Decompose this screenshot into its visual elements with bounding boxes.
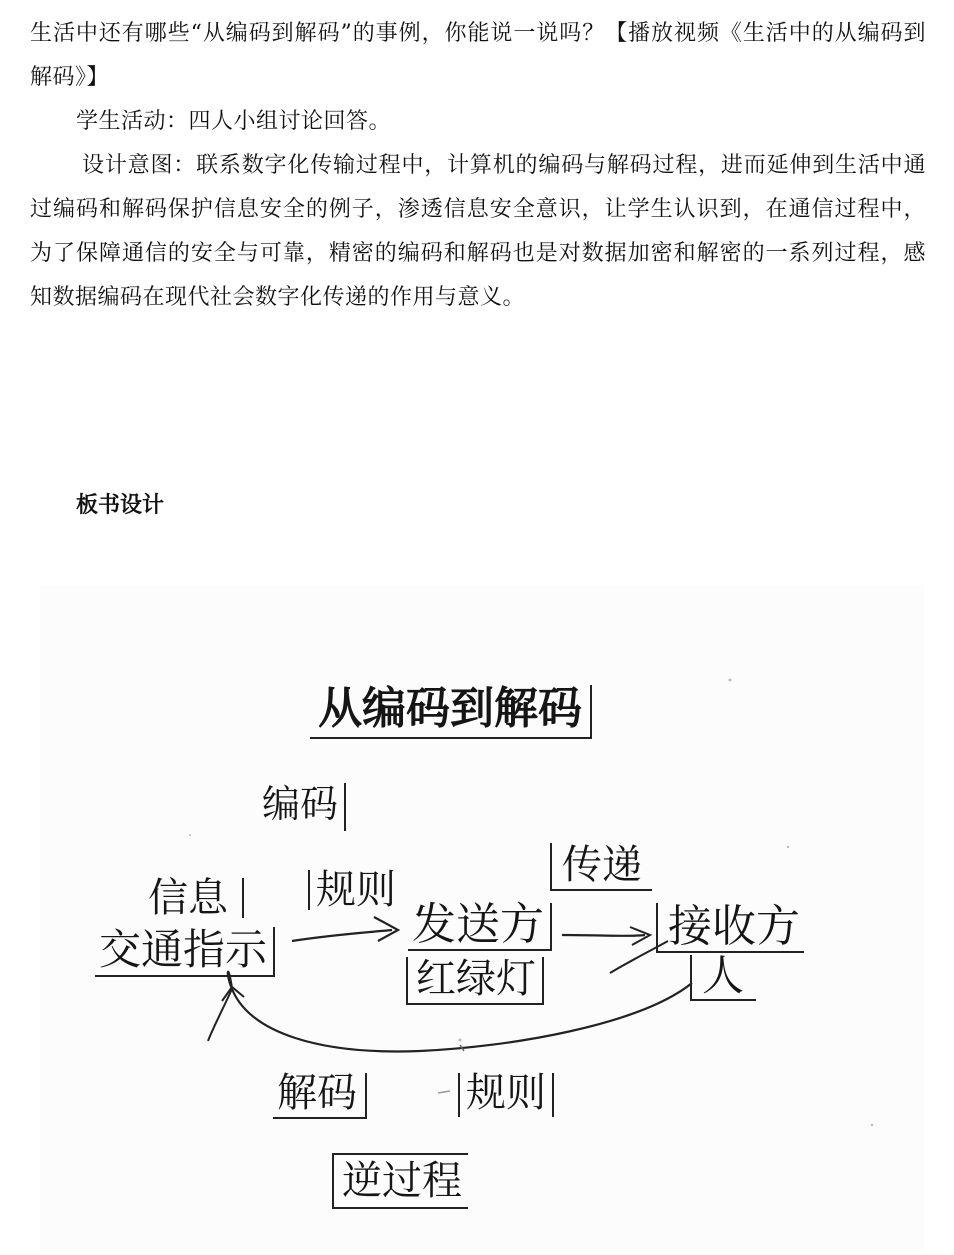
board-title: 从编码到解码 bbox=[310, 685, 592, 739]
paragraph-student-activity: 学生活动：四人小组讨论回答。 bbox=[76, 109, 392, 134]
board-label-info: 信息 bbox=[148, 878, 244, 918]
board-label-reverse-process: 逆过程 bbox=[332, 1153, 468, 1209]
arrow-to-receiver bbox=[562, 935, 645, 936]
board-label-receiver: 接收方 bbox=[656, 903, 804, 953]
board-label-person: 人 bbox=[690, 955, 756, 1001]
board-label-encode: 编码 bbox=[258, 783, 346, 831]
board-label-rule-top: 规则 bbox=[308, 870, 402, 910]
board-design-photo bbox=[40, 585, 924, 1250]
arrow-to-sender bbox=[292, 930, 392, 941]
board-label-decode: 解码 bbox=[273, 1073, 367, 1119]
section-heading-board-design: 板书设计 bbox=[76, 493, 165, 518]
board-label-sender: 发送方 bbox=[408, 903, 552, 951]
board-label-traffic-signal: 交通指示 bbox=[95, 927, 275, 977]
board-label-transmit: 传递 bbox=[550, 843, 652, 891]
board-label-rule-bottom: 规则 bbox=[458, 1073, 554, 1117]
paragraph-intro-question: 生活中还有哪些“从编码到解码”的事例，你能说一说吗？【播放视频《生活中的从编码到解码》】 bbox=[30, 21, 926, 90]
board-label-traffic-light: 红绿灯 bbox=[406, 957, 544, 1005]
paragraph-design-intent: 设计意图：联系数字化传输过程中，计算机的编码与解码过程，进而延伸到生活中通过编码和解码保护信息安全的例子，渗透信息安全意识，让学生认识到，在通信过程中，为了保障通信的安全与可靠，精密的编码和解码也是对数据加密和解密的一系列过程，感知数据编码在现代社会数字化传递的作用与意义。 bbox=[30, 153, 926, 310]
